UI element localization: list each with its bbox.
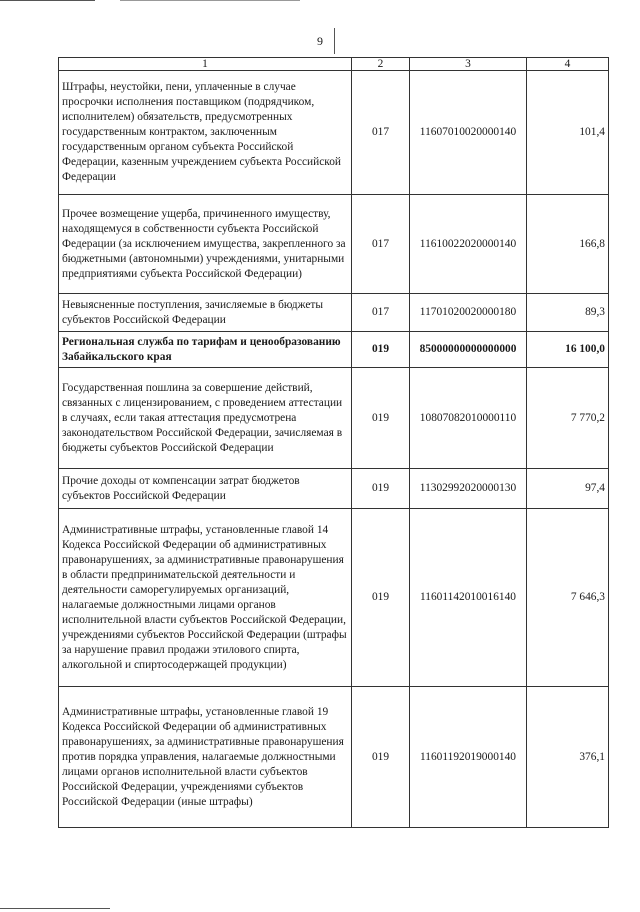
row-description: Прочие доходы от компенсации затрат бюджетов субъектов Российской Федерации xyxy=(59,469,352,509)
column-header-1: 1 xyxy=(59,58,352,71)
row-amount: 7 646,3 xyxy=(527,509,609,687)
table-row xyxy=(59,469,609,509)
row-description: Административные штрафы, установленные главой 19 Кодекса Российской Федерации об административных правонарушениях, за административные правонарушения против порядка управления, налагаемые должностными лицами органов исполнительной власти субъектов Российской Федерации, учреждениями субъектов Российской Федерации (иные штрафы) xyxy=(59,687,352,828)
column-header-2: 2 xyxy=(352,58,410,71)
table-header-row xyxy=(59,58,609,71)
row-description: Административные штрафы, установленные главой 14 Кодекса Российской Федерации об административных правонарушениях, за административные правонарушения в области предпринимательской деятельности и деятельности саморегулируемых организаций, налагаемые должностными лицами органов исполнительной власти субъектов Российской Федерации, учреждениями субъектов Российской Федерации (штрафы за нарушение правил продажи этилового спирта, алкогольной и спиртосодержащей продукции) xyxy=(59,509,352,687)
row-amount: 89,3 xyxy=(527,294,609,332)
row-amount: 97,4 xyxy=(527,469,609,509)
row-amount: 101,4 xyxy=(527,71,609,195)
row-admin-code: 019 xyxy=(352,368,410,469)
column-header-3: 3 xyxy=(410,58,527,71)
row-description: Невыясненные поступления, зачисляемые в бюджеты субъектов Российской Федерации xyxy=(59,294,352,332)
table-row xyxy=(59,71,609,195)
table-row xyxy=(59,368,609,469)
row-admin-code: 019 xyxy=(352,509,410,687)
page-number: 9 xyxy=(317,34,323,48)
row-admin-code: 017 xyxy=(352,71,410,195)
row-kbk-code: 11610022020000140 xyxy=(410,195,527,294)
row-amount: 166,8 xyxy=(527,195,609,294)
table-row xyxy=(59,687,609,828)
row-kbk-code: 11601142010016140 xyxy=(410,509,527,687)
row-kbk-code: 11302992020000130 xyxy=(410,469,527,509)
row-admin-code: 017 xyxy=(352,195,410,294)
table-row-section xyxy=(59,332,609,368)
row-description: Прочее возмещение ущерба, причиненного имуществу, находящемуся в собственности субъекта Российской Федерации (за исключением имущества, закрепленного за бюджетными (автономными) учреждениями, унитарными предприятиями субъекта Российской Федерации) xyxy=(59,195,352,294)
budget-table xyxy=(58,57,609,828)
row-admin-code: 017 xyxy=(352,294,410,332)
scan-line-top-left xyxy=(0,0,95,1)
row-amount: 7 770,2 xyxy=(527,368,609,469)
scan-line-top-left-2 xyxy=(120,0,300,1)
row-description: Региональная служба по тарифам и ценообразованию Забайкальского края xyxy=(59,332,352,368)
row-admin-code: 019 xyxy=(352,687,410,828)
row-kbk-code: 11701020020000180 xyxy=(410,294,527,332)
row-kbk-code: 10807082010000110 xyxy=(410,368,527,469)
column-header-4: 4 xyxy=(527,58,609,71)
row-admin-code: 019 xyxy=(352,469,410,509)
row-amount: 376,1 xyxy=(527,687,609,828)
row-kbk-code: 85000000000000000 xyxy=(410,332,527,368)
row-amount: 16 100,0 xyxy=(527,332,609,368)
row-kbk-code: 11607010020000140 xyxy=(410,71,527,195)
row-kbk-code: 11601192019000140 xyxy=(410,687,527,828)
scan-line-bottom xyxy=(0,908,110,909)
table-row xyxy=(59,294,609,332)
row-admin-code: 019 xyxy=(352,332,410,368)
table-row xyxy=(59,509,609,687)
row-description: Штрафы, неустойки, пени, уплаченные в случае просрочки исполнения поставщиком (подрядчиком, исполнителем) обязательств, предусмотренных государственным контрактом, заключенным государственным органом субъекта Российской Федерации, казенным учреждением субъекта Российской Федерации xyxy=(59,71,352,195)
table-row xyxy=(59,195,609,294)
row-description: Государственная пошлина за совершение действий, связанных с лицензированием, с проведением аттестации в случаях, если такая аттестация предусмотрена законодательством Российской Федерации, зачисляемая в бюджеты субъектов Российской Федерации xyxy=(59,368,352,469)
